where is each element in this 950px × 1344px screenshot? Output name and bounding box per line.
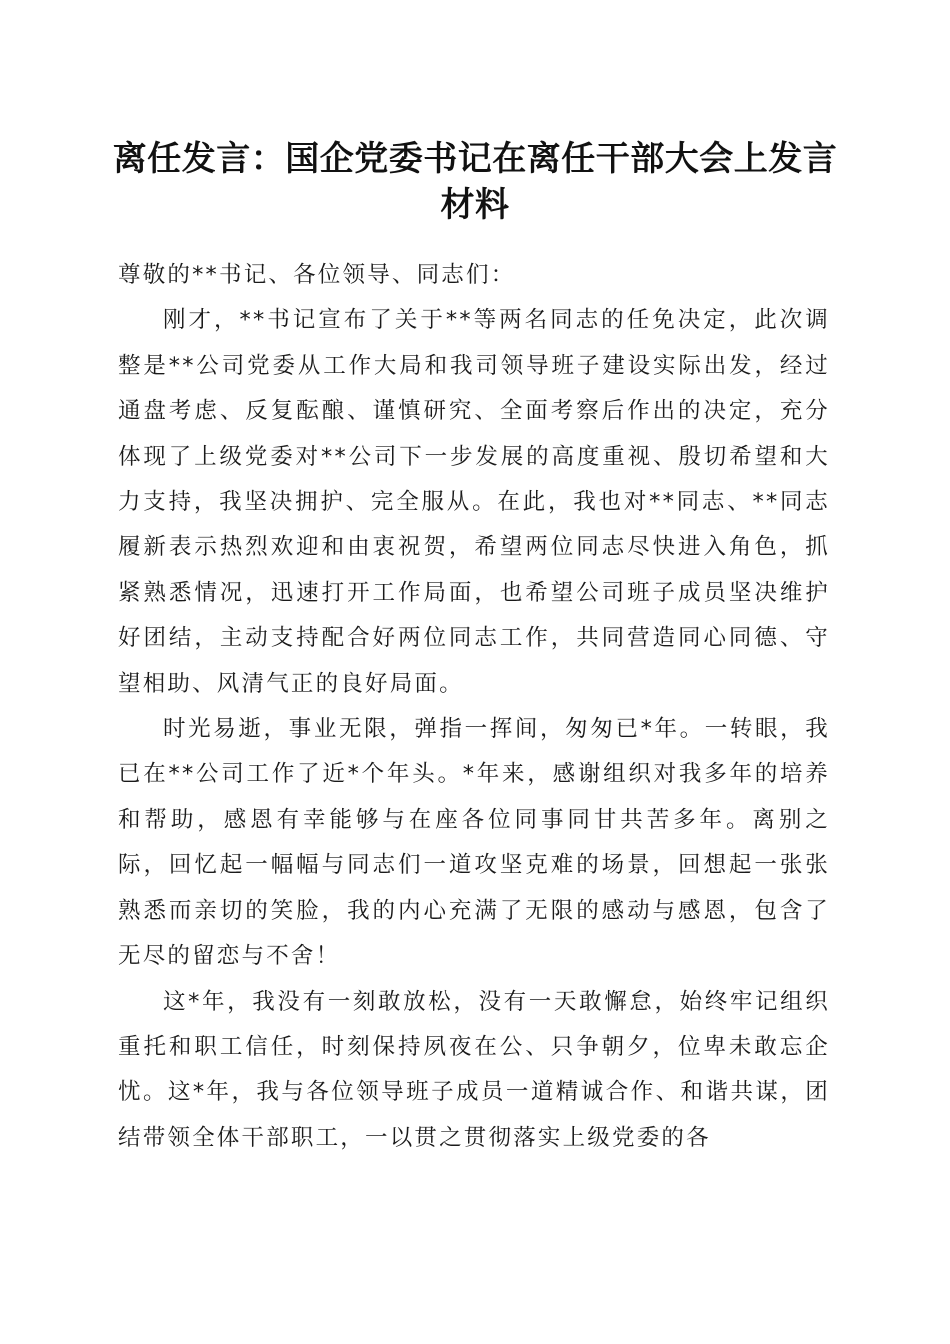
paragraph-2: 时光易逝，事业无限，弹指一挥间，匆匆已*年。一转眼，我已在**公司工作了近*个年头。*年来，感谢组织对我多年的培养和帮助，感恩有幸能够与在座各位同事同甘共苦多年。离别之际，回忆起一幅幅与同志们一道攻坚克难的场景，回想起一张张熟悉而亲切的笑脸，我的内心充满了无限的感动与感恩，包含了无尽的留恋与不舍！ <box>118 716 830 970</box>
paragraph-1: 刚才，**书记宣布了关于**等两名同志的任免决定，此次调整是**公司党委从工作大局和我司领导班子建设实际出发，经过通盘考虑、反复酝酿、谨慎研究、全面考察后作出的决定，充分体现了上级党委对**公司下一步发展的高度重视、殷切希望和大力支持，我坚决拥护、完全服从。在此，我也对**同志、**同志履新表示热烈欢迎和由衷祝贺，希望两位同志尽快进入角色，抓紧熟悉情况，迅速打开工作局面，也希望公司班子成员坚决维护好团结，主动支持配合好两位同志工作，共同营造同心同德、守望相助、风清气正的良好局面。 <box>118 307 830 697</box>
document-title: 离任发言：国企党委书记在离任干部大会上发言材料 <box>112 139 838 225</box>
document-body <box>118 253 830 1161</box>
salutation: 尊敬的**书记、各位领导、同志们： <box>118 262 516 288</box>
paragraph-3: 这*年，我没有一刻敢放松，没有一天敢懈怠，始终牢记组织重托和职工信任，时刻保持夙夜在公、只争朝夕，位卑未敢忘企忧。这*年，我与各位领导班子成员一道精诚合作、和谐共谋，团结带领全体干部职工，一以贯之贯彻落实上级党委的各 <box>118 988 830 1151</box>
